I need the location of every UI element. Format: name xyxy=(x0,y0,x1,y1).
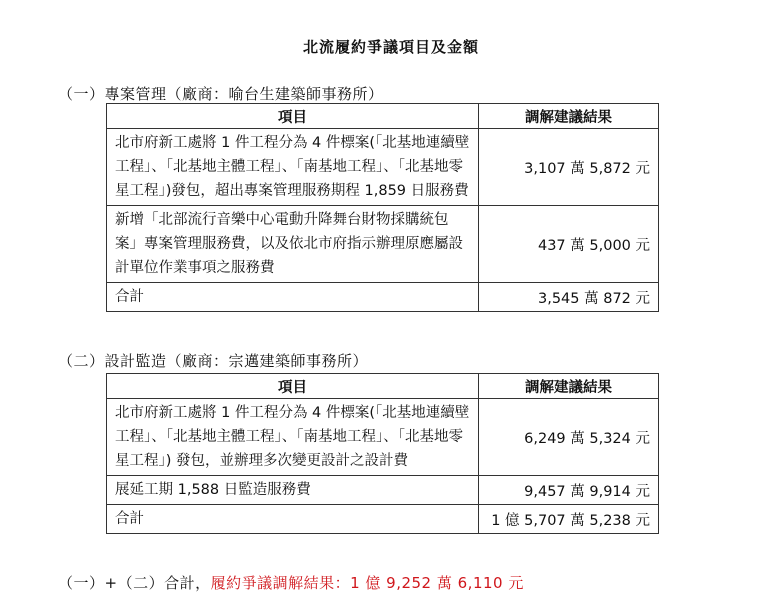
summary-prefix: （一）+（二）合計， xyxy=(58,574,211,592)
section1-heading: （一）專案管理（廠商：喻台生建築師事務所） xyxy=(58,85,384,103)
table-header-row xyxy=(107,104,659,129)
row-value: 3,107 萬 5,872 元 xyxy=(479,129,659,206)
table-row xyxy=(107,129,659,206)
row-item-text: 新增「北部流行音樂中心電動升降舞台財物採購統包案」專案管理服務費，以及依北市府指示辦理原應屬設計單位作業事項之服務費 xyxy=(107,206,479,283)
row-value: 6,249 萬 5,324 元 xyxy=(479,399,659,476)
summary-result: 履約爭議調解結果：1 億 9,252 萬 6,110 元 xyxy=(210,574,524,592)
row-item-text: 北市府新工處將 1 件工程分為 4 件標案(「北基地連續壁工程」、「北基地主體工程」、「南基地工程」、「北基地零星工程」) 發包，並辦理多次變更設計之設計費 xyxy=(107,399,479,476)
column-header-result: 調解建議結果 xyxy=(479,374,659,399)
column-header-result: 調解建議結果 xyxy=(479,104,659,129)
table-total-row xyxy=(107,283,659,312)
table-row xyxy=(107,206,659,283)
column-header-item: 項目 xyxy=(107,374,479,399)
summary-line xyxy=(58,572,524,593)
table-header-row xyxy=(107,374,659,399)
section2-table xyxy=(106,373,659,534)
section2-heading: （二）設計監造（廠商：宗邁建築師事務所） xyxy=(58,352,369,370)
total-value: 1 億 5,707 萬 5,238 元 xyxy=(479,505,659,534)
table-total-row xyxy=(107,505,659,534)
section1-table xyxy=(106,103,659,312)
total-label: 合計 xyxy=(107,283,479,312)
column-header-item: 項目 xyxy=(107,104,479,129)
table-row xyxy=(107,399,659,476)
row-value: 437 萬 5,000 元 xyxy=(479,206,659,283)
table-row xyxy=(107,476,659,505)
total-value: 3,545 萬 872 元 xyxy=(479,283,659,312)
row-item-text: 北市府新工處將 1 件工程分為 4 件標案(「北基地連續壁工程」、「北基地主體工程」、「南基地工程」、「北基地零星工程」)發包，超出專案管理服務期程 1,859 日服務費 xyxy=(107,129,479,206)
row-value: 9,457 萬 9,914 元 xyxy=(479,476,659,505)
document-title: 北流履約爭議項目及金額 xyxy=(302,38,479,56)
total-label: 合計 xyxy=(107,505,479,534)
row-item-text: 展延工期 1,588 日監造服務費 xyxy=(107,476,479,505)
